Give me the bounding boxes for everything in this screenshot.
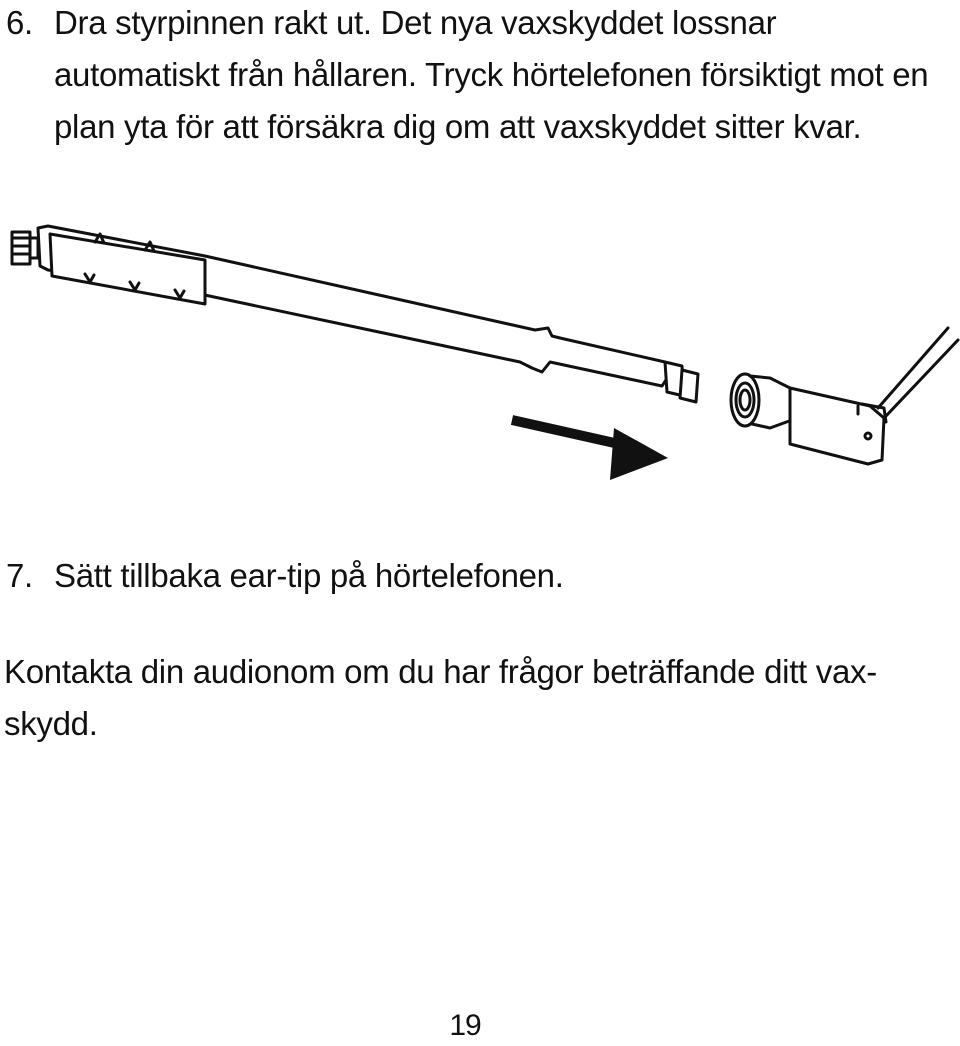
page-number: 19	[449, 1009, 481, 1042]
arrow-right-icon	[512, 420, 668, 480]
receiver-earpiece-icon	[731, 374, 886, 464]
illustration	[0, 210, 960, 500]
step-7-text: Sätt tillbaka ear-tip på hörtelefonen.	[54, 557, 564, 594]
step-6	[6, 0, 944, 145]
contact-note: Kontakta din audionom om du har frågor beträffande ditt vax-skydd.	[4, 653, 877, 742]
step-6-number: 6.	[6, 4, 33, 41]
step-7	[6, 550, 944, 602]
guide-pin-icon	[12, 226, 698, 402]
wire-icon	[878, 328, 958, 416]
step-7-number: 7.	[6, 557, 33, 594]
step-6-text: Dra styrpinnen rakt ut. Det nya vaxskyddet lossnar automatiskt från hållaren. Tryck hörtelefonen försiktigt mot en plan yta för att försäkra dig om att vaxskyddet sitter kvar.	[54, 4, 929, 145]
